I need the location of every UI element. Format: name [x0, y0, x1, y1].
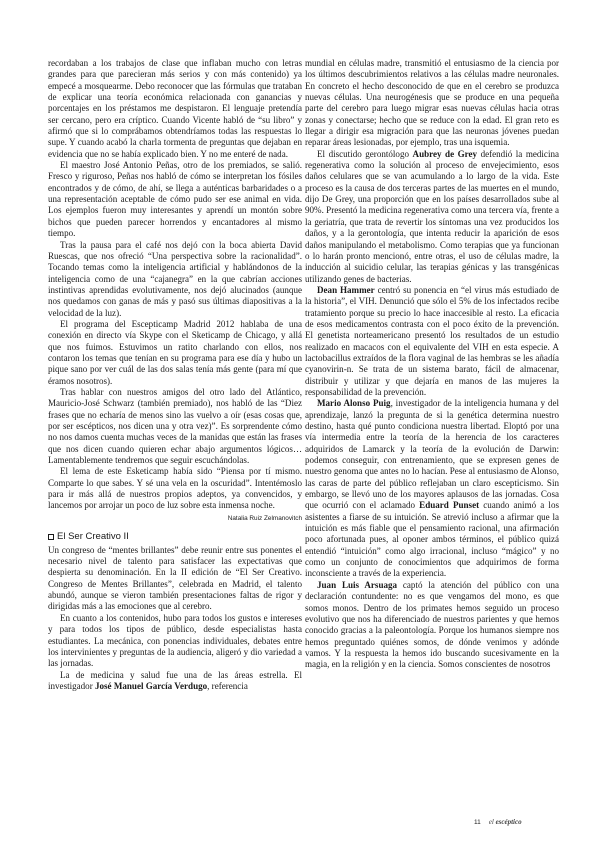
- square-bullet-icon: [48, 534, 54, 540]
- paragraph: [305, 398, 559, 580]
- person-name: Dean Hammer: [317, 284, 375, 295]
- paragraph: [305, 149, 559, 285]
- brand-name: escéptico: [495, 818, 522, 826]
- text-run: , investigador de la inteligencia humana y del aprendizaje, lanzó la pregunta de si la genética determina nuestro destino, hasta qué punto condiciona nuestra libertad. Eloptó por una vía intermedia entre la teoría de la herencia de los caracteres adquiridos de Lamarck y la teoría de la evolución de Darwin: podemos conseguir, con entrenamiento, que se expresen genes de nuestro genoma que antes no lo hacían. Pese al entusiasmo de Alonso, las caras de parte del público reflejaban un claro escepticismo. Sin embargo, se llevó uno de los mayores aplausos de las jornadas. Cosa que ocurrió con el aclamado: [305, 398, 560, 511]
- text-run: El discutido gerontólogo: [317, 148, 413, 159]
- author-signature: Natalia Ruiz Zelmanovitch: [227, 514, 302, 522]
- left-column: [48, 58, 302, 692]
- text-run: centró su ponencia en “el virus más estudiado de la historia”, el VIH. Denunció que sólo el 5% de los infectados recibe tratamiento porque su precio lo hace inaccesible al resto. La eficacia de esos medicamentos contrasta con el poco éxito de la prevención. El genetista norteamericano presentó los resultados de un estudio realizado en macacos con el equivalente del VIH en esta especie. A lactobacillus extraídos de la flora vaginal de las hembras se les añadía cyanovirin-n. Se trata de un sistema barato, fácil de almacenar, distribuir y utilizar y que dejaría en manos de las mujeres la responsabilidad de la prevención.: [305, 284, 559, 397]
- person-name: José Manuel García Verdugo: [94, 680, 208, 691]
- text-run: defendió la medicina regenerativa como la solución al proceso de envejecimiento, esos daños celulares que se van acumulando a lo largo de la vida. Este proceso es la causa de dos terceras partes de las muertes en el mundo, dijo De Grey, una proporción que en los países desarrollados sube al 90%. Presentó la medicina regenerativa como una tercera vía, frente a la geriatría, que trata de revertir los síntomas una vez producidos los daños, y a la gerontología, que intenta reducir la aparición de esos daños manipulando el metabolismo. Como terapias que ya funcionan o lo harán pronto mencionó, entre otras, el uso de células madre, la inducción al suicidio celular, las terapias génicas y las transgénicas utilizando genes de bacterias.: [305, 148, 559, 284]
- person-name: Aubrey de Grey: [412, 148, 478, 159]
- text-run: , referencia: [207, 680, 248, 691]
- paragraph: Un congreso de “mentes brillantes” debe reunir entre sus ponentes el necesario nivel de talento para satisfacer las expectativas que despierta su denominación. En la II edición de “El Ser Creativo. Congreso de Mentes Brillantes”, celebrada en Madrid, el talento abundó, aunque se vieron también presentaciones faltas de rigor y dirigidas más a las emociones que al cerebro.: [48, 544, 302, 612]
- brand-prefix: el: [488, 818, 494, 826]
- paragraph: [48, 670, 302, 693]
- page-number: 11: [474, 819, 481, 826]
- paragraph: Tras la pausa para el café nos dejó con la boca abierta David Ruescas, que nos ofreció “Una perspectiva sobre la racionalidad”. Tocando temas como la inteligencia artificial y hablándonos de la inteligencia como de una “cajanegra” en la que cabrían acciones instintivas aprendidas evolutivamente, nos dejó alucinados (aunque nos quedamos con ganas de más y pasó sus últimas diapositivas a la velocidad de la luz).: [48, 239, 302, 318]
- paragraph: mundial en células madre, transmitió el entusiasmo de la ciencia por los últimos descubrimientos relativos a las células madre neuronales. En concreto el hecho desconocido de que en el cerebro se produzca nuevas células. Una neurogénesis que se produce en una pequeña parte del cerebro para luego migrar esas nuevas células hacia otras zonas y conectarse; hecho que se reduce con la edad. El gran reto es llegar a dirigir esa migración para que las neuronas jóvenes puedan reparar áreas lesionadas, por ejemplo, tras una isquemia.: [305, 58, 559, 148]
- text-run: captó la atención del público con una declaración contundente: no es que vengamos del mono, es que somos monos. Dentro de los primates hemos seguido un proceso evolutivo que nos ha diferenciado de nuestros parientes y que hemos conocido gracias a la paleontología. Porque los humanos siempre nos hemos preguntado quiénes somos, de dónde venimos y adónde vamos. Y la respuesta la hemos ido buscando sucesivamente en la magia, en la religión y en la ciencia. Somos conscientes de nosotros: [305, 579, 559, 670]
- paragraph: [305, 580, 559, 671]
- right-column: [305, 58, 559, 671]
- paragraph: [305, 285, 559, 398]
- text-run: La de medicina y salud fue una de las áreas estrella. El investigador: [48, 669, 302, 691]
- page-footer: [474, 818, 522, 826]
- person-name: Eduard Punset: [419, 500, 480, 511]
- text-run: cuando animó a los asistentes a fiarse de su intuición. Se atrevió incluso a afirmar que la intuición es más fiable que el pensamiento racional, una afirmación poco afortunada pues, al oponer ambos términos, el público quizá entendió “intuición” como algo irracional, incluso “mágico” y no como un conjunto de conocimientos que adquirimos de forma inconsciente a través de la experiencia.: [305, 500, 559, 579]
- person-name: Mario Alonso Puig: [317, 398, 391, 409]
- paragraph: El maestro José Antonio Peñas, otro de los premiados, se salió. Fresco y riguroso, Peñas nos habló de cómo se interpretan los fósiles encontrados y de cómo, de ahí, se llega a auténticas barbaridades o a una representación aceptable de cómo pudo ser ese animal en vida. Los ejemplos fueron muy interesantes y aprendí un montón sobre bichos que pueden parecer horrendos y encantadores al mismo tiempo.: [48, 160, 302, 239]
- section-title: El Ser Creativo II: [57, 530, 129, 542]
- magazine-brand: [489, 818, 522, 826]
- paragraph: En cuanto a los contenidos, hubo para todos los gustos e intereses y para todos los tipos de público, desde especialistas hasta estudiantes. La mecánica, con ponencias individuales, debates entre los intervinientes y preguntas de la audiencia, aligeró y dio variedad a las jornadas.: [48, 612, 302, 669]
- paragraph: El programa del Escepticamp Madrid 2012 hablaba de una conexión en directo vía Skype con el Sketicamp de Chicago, y allá que nos fuimos. Estuvimos un ratito charlando con ellos, nos contaron los temas que tenían en su programa para ese día y hubo un pique sano por ver cuál de las dos salas tenía más gente (para mí que éramos nosotros).: [48, 318, 302, 386]
- paragraph: El lema de este Esketicamp había sido “Piensa por tí mismo. Comparte lo que sabes. Y sé una vela en la oscuridad”. Intentémoslo para ir más allá de nuestros propios adeptos, ya convencidos, y lancemos por arrojar un poco de luz sobre esta inmensa noche.: [48, 466, 302, 511]
- paragraph: Tras hablar con nuestros amigos del otro lado del Atlántico, Mauricio-José Schwarz (también premiado), nos habló de las “Diez frases que no echaría de menos sino las vuelvo a oír (esas cosas que, por ser escépticos, nos dicen una y otra vez)”. Es sorprendente cómo no nos damos cuenta muchas veces de la manidas que están las frases que nos dicen cuando quieren echar abajo argumentos lógicos… Lamentablemente tendremos que seguir escuchándolas.: [48, 386, 302, 466]
- section-heading: [48, 531, 302, 543]
- paragraph: recordaban a los trabajos de clase que inflaban mucho con letras grandes para que parecieran más serios y con más contenido) ya empecé a mosquearme. Debo reconocer que las fórmulas que trataban de explicar una teoría económica relacionada con ganancias y porcentajes en los préstamos me despistaron. El lenguaje pretendía ser cercano, pero era críptico. Cuando Vicente habló de “su libro” y afirmó que si lo comprábamos obtendríamos todas las respuestas lo supe. Y cuando acabó la charla tormenta de preguntas que dejaban en evidencia que no se había explicado bien. Y no me enteré de nada.: [48, 58, 302, 159]
- person-name: Juan Luis Arsuaga: [317, 579, 398, 590]
